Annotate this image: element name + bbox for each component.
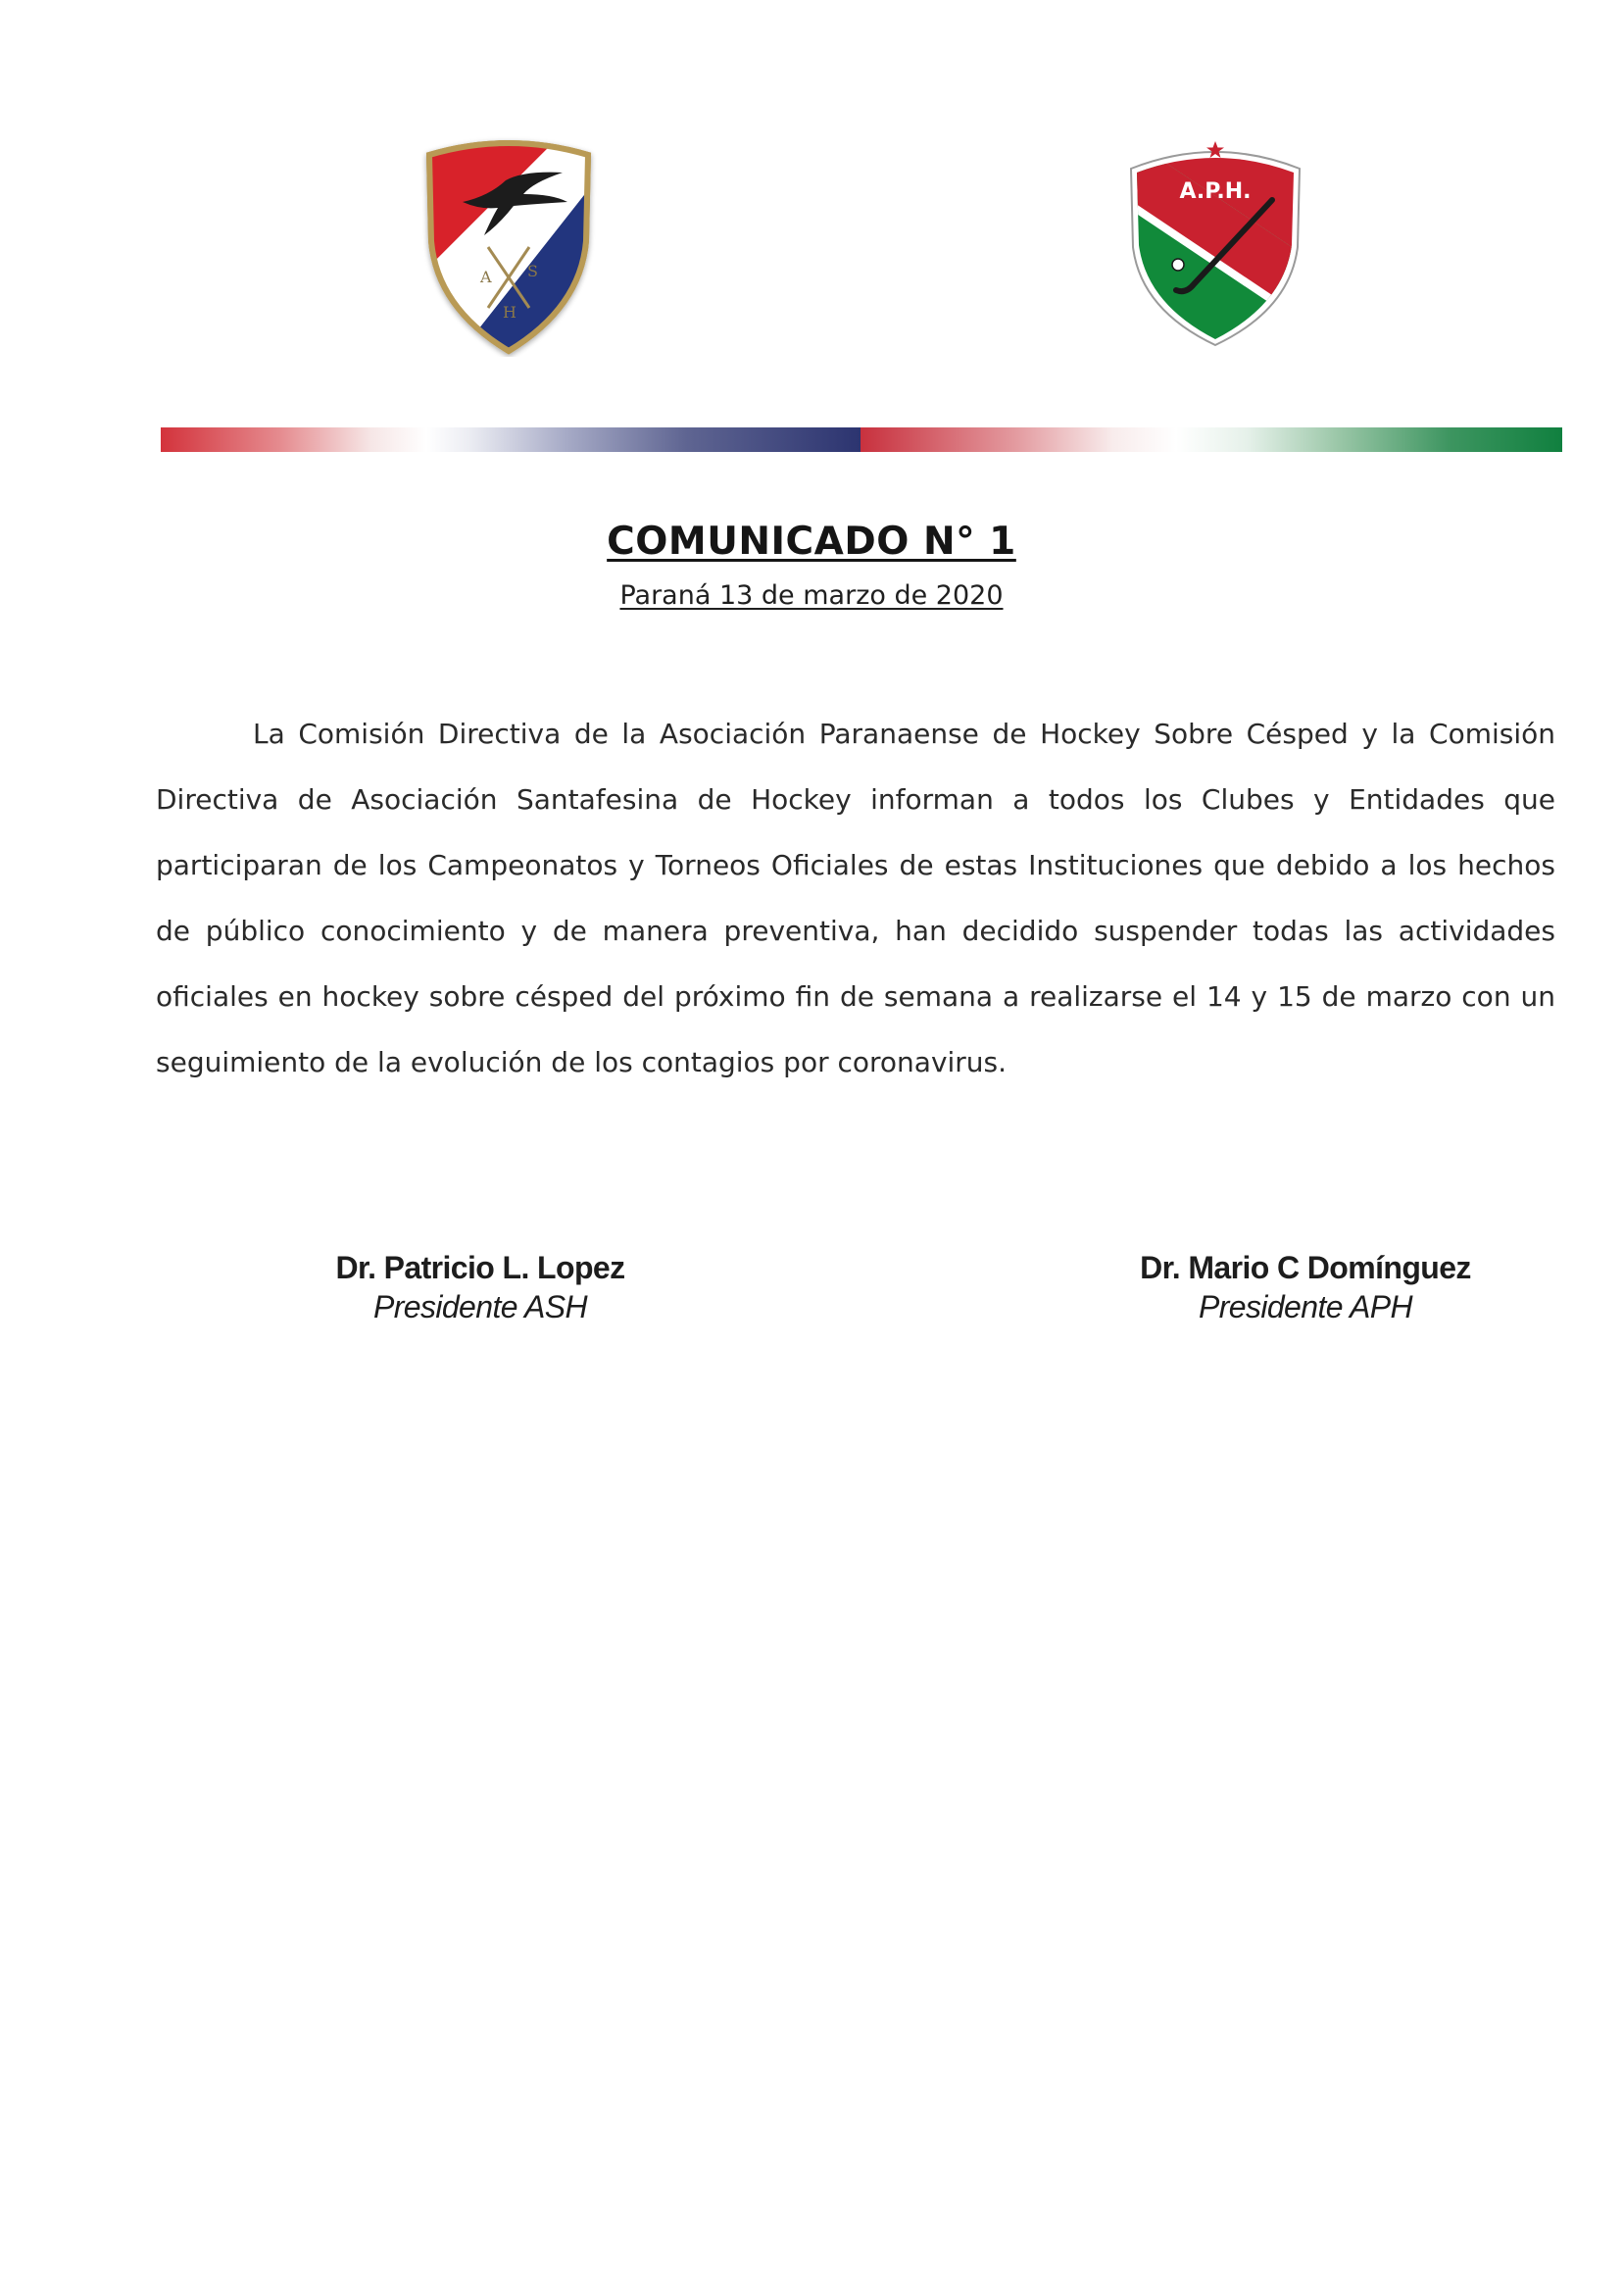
- ash-crest-icon: [416, 133, 602, 357]
- svg-text:S: S: [527, 262, 538, 280]
- document-title: COMUNICADO N° 1: [607, 520, 1016, 564]
- signatory-name: Dr. Patricio L. Lopez: [335, 1250, 625, 1285]
- document-body: La Comisión Directiva de la Asociación Paranaense de Hockey Sobre Césped y la Comisión Directiva de Asociación Santafesina de Hockey informan a todos los Clubes y Entidades que participaran de los Campeonatos y Torneos Oficiales de estas Instituciones que debido a los hechos de público conocimiento y de manera preventiva, han decidido suspender todas las actividades oficiales en hockey sobre césped del próximo fin de semana a realizarse el 14 y 15 de marzo con un seguimiento de la evolución de los contagios por coronavirus.: [156, 718, 1555, 1078]
- document-date: Paraná 13 de marzo de 2020: [619, 580, 1004, 611]
- signatory-role: Presidente APH: [1198, 1289, 1413, 1324]
- aph-crest-icon: [1127, 137, 1303, 347]
- divider-right-segment: [861, 427, 1562, 452]
- aph-logo: [1127, 137, 1303, 347]
- signatory-role: Presidente ASH: [372, 1289, 588, 1324]
- svg-text:A.P.H.: A.P.H.: [1179, 179, 1252, 204]
- ash-logo: [416, 133, 602, 357]
- signature-left: [333, 1248, 627, 1326]
- signature-right: [1139, 1248, 1472, 1326]
- divider-left-segment: [161, 427, 861, 452]
- svg-text:A: A: [480, 268, 492, 286]
- svg-text:H: H: [503, 303, 516, 322]
- signatory-name: Dr. Mario C Domínguez: [1140, 1250, 1471, 1285]
- header-color-divider: [161, 427, 1562, 452]
